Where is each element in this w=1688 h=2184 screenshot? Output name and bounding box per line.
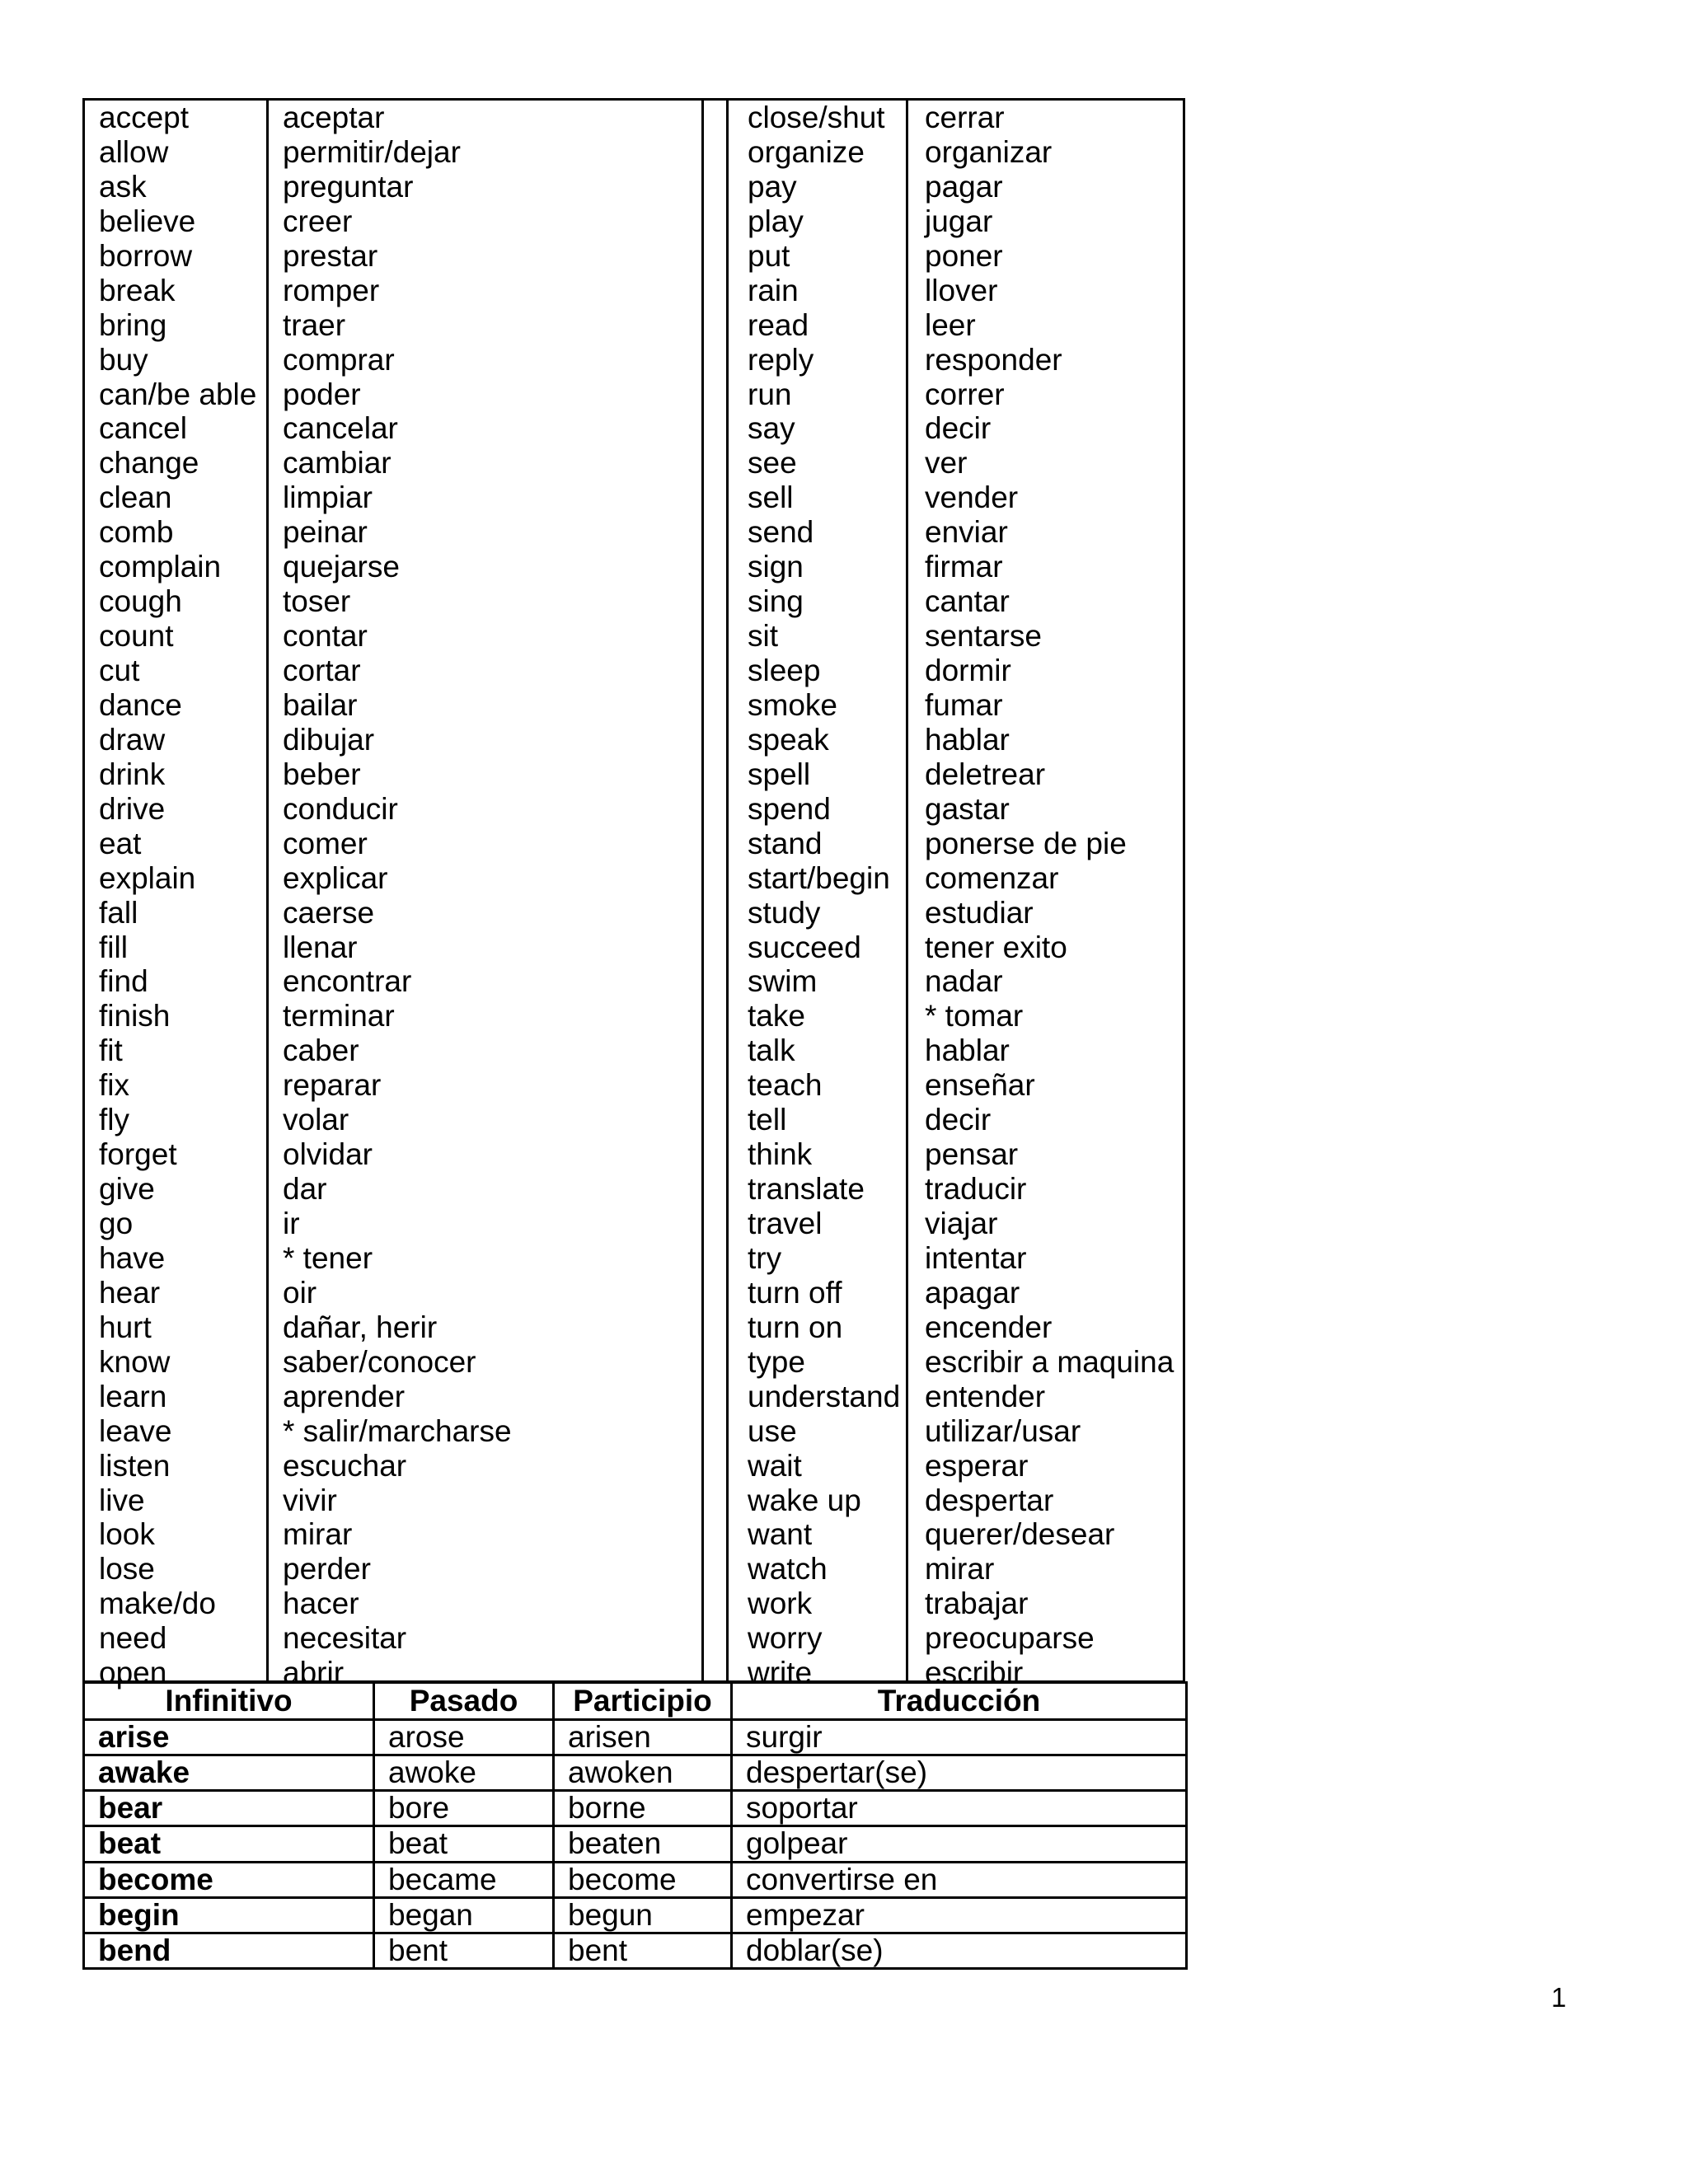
spanish-translation: leer xyxy=(925,307,976,342)
spanish-translation: estudiar xyxy=(925,895,1034,930)
spanish-translation: llover xyxy=(925,273,998,307)
english-word: study xyxy=(748,895,821,930)
spanish-translation: organizar xyxy=(925,134,1053,169)
spanish-translation: traer xyxy=(283,307,346,342)
spanish-translation: querer/desear xyxy=(925,1517,1115,1552)
spanish-translation: despertar xyxy=(925,1483,1054,1517)
spanish-translation: abrir xyxy=(283,1656,345,1690)
english-word: succeed xyxy=(748,930,861,964)
english-word: try xyxy=(748,1240,782,1275)
past-cell: beat xyxy=(374,1826,554,1862)
english-word: pay xyxy=(748,169,797,204)
spanish-translation: pagar xyxy=(925,169,1003,204)
english-word: start/begin xyxy=(748,860,890,895)
spanish-translation: correr xyxy=(925,377,1005,411)
spanish-translation: toser xyxy=(283,584,351,619)
translation-cell: soportar xyxy=(732,1791,1187,1826)
spanish-translation: esperar xyxy=(925,1448,1029,1483)
spanish-translation: mirar xyxy=(283,1517,353,1552)
spanish-translation: comprar xyxy=(283,342,395,377)
english-word: find xyxy=(99,964,148,999)
translation-cell: convertirse en xyxy=(732,1862,1187,1897)
spanish-translation: cambiar xyxy=(283,446,392,480)
english-word: travel xyxy=(748,1207,823,1240)
english-word: know xyxy=(99,1344,171,1379)
translation-cell: surgir xyxy=(732,1720,1187,1755)
table-row xyxy=(84,1755,1187,1791)
english-word: wait xyxy=(748,1448,802,1483)
english-word: understand xyxy=(748,1379,901,1413)
header-infinitivo: Infinitivo xyxy=(84,1683,374,1720)
english-word: write xyxy=(748,1656,813,1690)
english-word: lose xyxy=(99,1552,155,1586)
translation-cell: despertar(se) xyxy=(732,1755,1187,1791)
english-word: give xyxy=(99,1172,155,1207)
english-word: have xyxy=(99,1240,166,1275)
spanish-translation: beber xyxy=(283,757,361,791)
infinitive-cell: awake xyxy=(84,1755,374,1791)
english-word: talk xyxy=(748,1033,795,1068)
participle-cell: awoken xyxy=(554,1755,732,1791)
infinitive-cell: become xyxy=(84,1862,374,1897)
irregular-verbs-table xyxy=(82,1681,1188,1970)
english-word: sleep xyxy=(748,654,821,687)
spanish-translation: contar xyxy=(283,619,368,654)
spanish-translation: creer xyxy=(283,204,353,238)
english-word: take xyxy=(748,999,805,1033)
english-word: believe xyxy=(99,204,196,238)
english-word: send xyxy=(748,515,814,550)
english-word: need xyxy=(99,1621,167,1656)
english-word: say xyxy=(748,411,795,446)
english-word: swim xyxy=(748,964,818,999)
english-word: fit xyxy=(99,1033,123,1068)
spanish-translation: responder xyxy=(925,342,1062,377)
english-word: drink xyxy=(99,757,166,791)
infinitive-cell: bear xyxy=(84,1791,374,1826)
participle-cell: bent xyxy=(554,1933,732,1968)
english-word: speak xyxy=(748,722,829,757)
past-cell: awoke xyxy=(374,1755,554,1791)
spanish-translation: aprender xyxy=(283,1379,406,1413)
spanish-translation: olvidar xyxy=(283,1137,373,1172)
english-word: watch xyxy=(748,1552,828,1586)
english-word: use xyxy=(748,1413,797,1448)
english-word: clean xyxy=(99,480,172,515)
spanish-translation: dar xyxy=(283,1172,327,1207)
past-cell: began xyxy=(374,1897,554,1933)
spanish-translation: trabajar xyxy=(925,1586,1029,1621)
english-word: buy xyxy=(99,342,148,377)
spanish-translation: explicar xyxy=(283,860,388,895)
english-word: cut xyxy=(99,654,140,687)
english-word: cough xyxy=(99,584,182,619)
spanish-translation: preguntar xyxy=(283,169,414,204)
english-word: stand xyxy=(748,826,823,860)
spanish-translation: saber/conocer xyxy=(283,1344,476,1379)
past-cell: bore xyxy=(374,1791,554,1826)
english-word: look xyxy=(99,1517,155,1552)
english-word: teach xyxy=(748,1068,823,1103)
english-word: reply xyxy=(748,342,814,377)
table-row xyxy=(84,1933,1187,1968)
english-word: sell xyxy=(748,480,794,515)
english-word: organize xyxy=(748,134,865,169)
spanish-translation: firmar xyxy=(925,550,1003,584)
english-word: sing xyxy=(748,584,804,619)
english-word: finish xyxy=(99,999,171,1033)
english-word: drive xyxy=(99,791,166,826)
english-word: tell xyxy=(748,1103,787,1137)
column-divider xyxy=(266,101,269,1680)
english-word: see xyxy=(748,446,797,480)
spanish-translation: intentar xyxy=(925,1240,1027,1275)
english-word: think xyxy=(748,1137,813,1172)
spanish-translation: poner xyxy=(925,238,1003,273)
spanish-translation: encender xyxy=(925,1310,1053,1344)
spanish-translation: * salir/marcharse xyxy=(283,1413,512,1448)
english-word: live xyxy=(99,1483,145,1517)
spanish-translation: comer xyxy=(283,826,368,860)
participle-cell: arisen xyxy=(554,1720,732,1755)
english-word: count xyxy=(99,619,174,654)
vocabulary-table xyxy=(82,98,1185,1690)
english-word: sit xyxy=(748,619,778,654)
column-divider xyxy=(906,101,908,1680)
header-traduccion: Traducción xyxy=(732,1683,1187,1720)
spanish-translation: * tener xyxy=(283,1240,373,1275)
infinitive-cell: arise xyxy=(84,1720,374,1755)
english-word: fly xyxy=(99,1103,129,1137)
english-word: work xyxy=(748,1586,813,1621)
spanish-translation: prestar xyxy=(283,238,378,273)
english-word: sign xyxy=(748,550,804,584)
spanish-translation: cortar xyxy=(283,654,361,687)
english-word: draw xyxy=(99,722,166,757)
english-word: forget xyxy=(99,1137,177,1172)
english-word: fall xyxy=(99,895,138,930)
english-word: read xyxy=(748,307,809,342)
spanish-translation: decir xyxy=(925,411,992,446)
spanish-translation: encontrar xyxy=(283,964,412,999)
spanish-translation: escuchar xyxy=(283,1448,407,1483)
table-row xyxy=(84,1791,1187,1826)
spanish-translation: jugar xyxy=(925,204,993,238)
spanish-translation: nadar xyxy=(925,964,1003,999)
spanish-translation: gastar xyxy=(925,791,1010,826)
english-word: worry xyxy=(748,1621,823,1656)
english-word: smoke xyxy=(748,687,837,722)
english-word: dance xyxy=(99,687,182,722)
infinitive-cell: bend xyxy=(84,1933,374,1968)
english-word: turn on xyxy=(748,1310,843,1344)
past-cell: bent xyxy=(374,1933,554,1968)
english-word: cancel xyxy=(99,411,187,446)
english-word: run xyxy=(748,377,792,411)
english-word: go xyxy=(99,1207,134,1240)
spanish-translation: caber xyxy=(283,1033,359,1068)
spanish-translation: traducir xyxy=(925,1172,1027,1207)
english-word: accept xyxy=(99,101,190,134)
english-word: explain xyxy=(99,860,196,895)
spanish-translation: apagar xyxy=(925,1275,1020,1310)
spanish-translation: vivir xyxy=(283,1483,337,1517)
spanish-translation: quejarse xyxy=(283,550,400,584)
english-word: fill xyxy=(99,930,128,964)
spanish-translation: hablar xyxy=(925,1033,1010,1068)
english-word: leave xyxy=(99,1413,172,1448)
right-english-column xyxy=(748,101,900,1690)
english-word: ask xyxy=(99,169,147,204)
column-divider xyxy=(701,101,704,1680)
infinitive-cell: beat xyxy=(84,1826,374,1862)
spanish-translation: cerrar xyxy=(925,101,1005,134)
english-word: spend xyxy=(748,791,831,826)
english-word: type xyxy=(748,1344,805,1379)
spanish-translation: permitir/dejar xyxy=(283,134,461,169)
participle-cell: borne xyxy=(554,1791,732,1826)
spanish-translation: enviar xyxy=(925,515,1008,550)
spanish-translation: sentarse xyxy=(925,619,1042,654)
spanish-translation: aceptar xyxy=(283,101,385,134)
english-word: break xyxy=(99,273,176,307)
participle-cell: beaten xyxy=(554,1826,732,1862)
past-cell: arose xyxy=(374,1720,554,1755)
english-word: can/be able xyxy=(99,377,257,411)
english-word: want xyxy=(748,1517,813,1552)
spanish-translation: ir xyxy=(283,1207,300,1240)
english-word: open xyxy=(99,1656,167,1690)
spanish-translation: deletrear xyxy=(925,757,1046,791)
spanish-translation: dormir xyxy=(925,654,1011,687)
spanish-translation: escribir xyxy=(925,1656,1024,1690)
table-row xyxy=(84,1720,1187,1755)
spanish-translation: reparar xyxy=(283,1068,382,1103)
infinitive-cell: begin xyxy=(84,1897,374,1933)
english-word: bring xyxy=(99,307,167,342)
spanish-translation: dañar, herir xyxy=(283,1310,438,1344)
spanish-translation: terminar xyxy=(283,999,395,1033)
spanish-translation: poder xyxy=(283,377,361,411)
spanish-translation: romper xyxy=(283,273,380,307)
english-word: complain xyxy=(99,550,222,584)
spanish-translation: caerse xyxy=(283,895,375,930)
english-word: learn xyxy=(99,1379,167,1413)
english-word: allow xyxy=(99,134,169,169)
spanish-translation: hacer xyxy=(283,1586,359,1621)
english-word: rain xyxy=(748,273,799,307)
spanish-translation: cancelar xyxy=(283,411,398,446)
english-word: translate xyxy=(748,1172,865,1207)
column-divider xyxy=(726,101,729,1680)
english-word: listen xyxy=(99,1448,171,1483)
spanish-translation: fumar xyxy=(925,687,1003,722)
translation-cell: golpear xyxy=(732,1826,1187,1862)
spanish-translation: utilizar/usar xyxy=(925,1413,1081,1448)
spanish-translation: tener exito xyxy=(925,930,1067,964)
table-row xyxy=(84,1826,1187,1862)
header-pasado: Pasado xyxy=(374,1683,554,1720)
english-word: eat xyxy=(99,826,142,860)
english-word: borrow xyxy=(99,238,193,273)
spanish-translation: dibujar xyxy=(283,722,375,757)
spanish-translation: bailar xyxy=(283,687,358,722)
spanish-translation: mirar xyxy=(925,1552,995,1586)
table-row xyxy=(84,1897,1187,1933)
participle-cell: begun xyxy=(554,1897,732,1933)
spanish-translation: hablar xyxy=(925,722,1010,757)
english-word: wake up xyxy=(748,1483,861,1517)
spanish-translation: perder xyxy=(283,1552,371,1586)
spanish-translation: cantar xyxy=(925,584,1010,619)
english-word: put xyxy=(748,238,790,273)
spanish-translation: enseñar xyxy=(925,1068,1035,1103)
spanish-translation: ver xyxy=(925,446,968,480)
spanish-translation: conducir xyxy=(283,791,398,826)
translation-cell: doblar(se) xyxy=(732,1933,1187,1968)
spanish-translation: entender xyxy=(925,1379,1046,1413)
page-number: 1 xyxy=(1551,1982,1567,2013)
english-word: hurt xyxy=(99,1310,152,1344)
english-word: play xyxy=(748,204,804,238)
spanish-translation: preocuparse xyxy=(925,1621,1095,1656)
header-row xyxy=(84,1683,1187,1720)
spanish-translation: necesitar xyxy=(283,1621,407,1656)
english-word: fix xyxy=(99,1068,129,1103)
translation-cell: empezar xyxy=(732,1897,1187,1933)
spanish-translation: oir xyxy=(283,1275,317,1310)
table-row xyxy=(84,1862,1187,1897)
right-spanish-column xyxy=(925,101,1174,1690)
header-participio: Participio xyxy=(554,1683,732,1720)
english-word: change xyxy=(99,446,199,480)
past-cell: became xyxy=(374,1862,554,1897)
spanish-translation: comenzar xyxy=(925,860,1059,895)
spanish-translation: viajar xyxy=(925,1207,998,1240)
participle-cell: become xyxy=(554,1862,732,1897)
spanish-translation: * tomar xyxy=(925,999,1024,1033)
left-english-column xyxy=(99,101,256,1690)
english-word: turn off xyxy=(748,1275,842,1310)
english-word: make/do xyxy=(99,1586,216,1621)
spanish-translation: decir xyxy=(925,1103,992,1137)
left-spanish-column xyxy=(283,101,512,1690)
english-word: spell xyxy=(748,757,811,791)
spanish-translation: volar xyxy=(283,1103,349,1137)
english-word: close/shut xyxy=(748,101,885,134)
spanish-translation: vender xyxy=(925,480,1019,515)
english-word: comb xyxy=(99,515,174,550)
english-word: hear xyxy=(99,1275,161,1310)
spanish-translation: ponerse de pie xyxy=(925,826,1127,860)
spanish-translation: limpiar xyxy=(283,480,373,515)
spanish-translation: llenar xyxy=(283,930,358,964)
spanish-translation: escribir a maquina xyxy=(925,1344,1175,1379)
spanish-translation: pensar xyxy=(925,1137,1019,1172)
spanish-translation: peinar xyxy=(283,515,368,550)
